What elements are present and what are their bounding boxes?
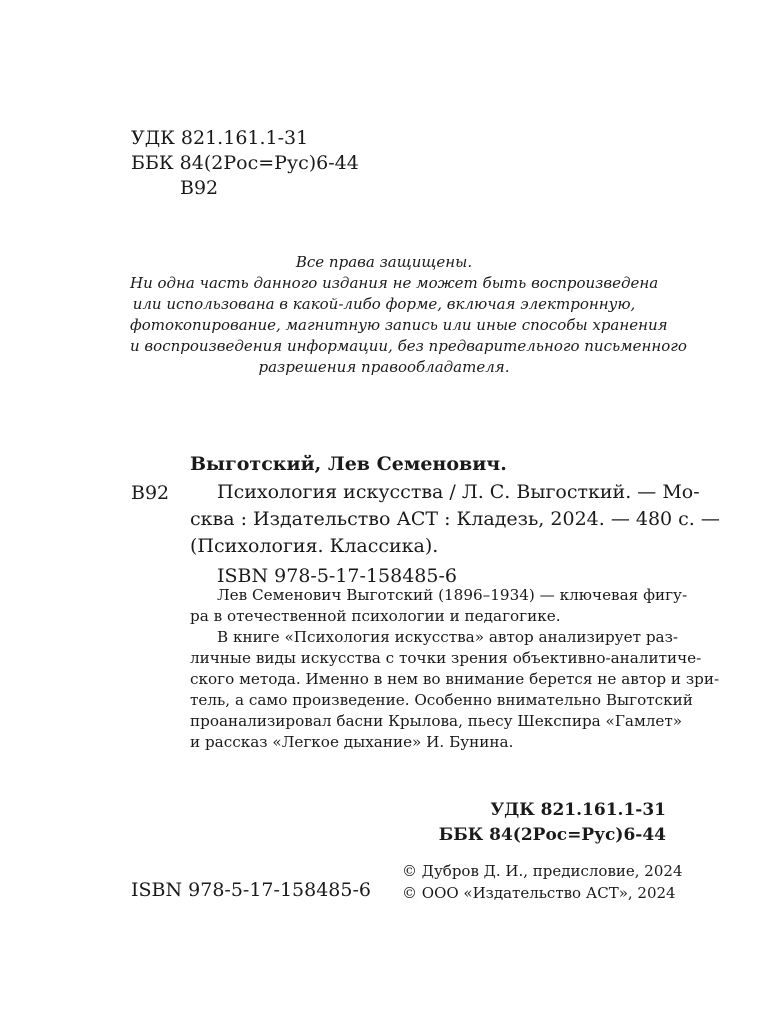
rights-line: или использована в какой-либо форме, включая электронную, [132,295,636,313]
rights-line: Все права защищены. [295,253,473,271]
record-author: Выготский, Лев Семенович. [190,453,507,475]
copyright-line: © Дубров Д. И., предисловие, 2024 [402,862,683,880]
copyright-line: © ООО «Издательство АСТ», 2024 [402,884,676,902]
bbk-code-right: ББК 84(2Рос=Рус)6-44 [438,825,666,845]
record-isbn: ISBN 978-5-17-158485-6 [217,565,457,587]
annotation-line: Лев Семенович Выготский (1896–1934) — ключевая фигу- [217,586,688,604]
bbk-code: ББК 84(2Рос=Рус)6-44 [131,152,359,174]
copyright-block [402,860,682,904]
annotation-line: тель, а само произведение. Особенно внимательно Выготский [190,691,693,709]
footer-isbn: ISBN 978-5-17-158485-6 [131,879,371,901]
classification-codes-right [390,798,666,848]
annotation-line: ра в отечественной психологии и педагогике. [190,607,561,625]
description-line: Психология искусства / Л. С. Выгосткий. — Мо- [217,481,700,503]
record-author-mark: В92 [131,482,170,504]
annotation-line: ского метода. Именно в нем во внимание берется не автор и зри- [190,670,720,688]
annotation-line: личные виды искусства с точки зрения объективно-аналитиче- [190,649,702,667]
bibliographic-description [190,479,720,590]
author-mark: В92 [180,177,219,199]
rights-line: разрешения правообладателя. [258,358,510,376]
rights-line: фотокопирование, магнитную запись или иные способы хранения [130,316,668,334]
udk-code: УДК 821.161.1-31 [131,127,309,149]
description-line: (Психология. Классика). [190,535,439,557]
annotation-line: проанализировал басни Крылова, пьесу Шекспира «Гамлет» [190,712,683,730]
udk-code-right: УДК 821.161.1-31 [490,800,666,820]
annotation-line: и рассказ «Легкое дыхание» И. Бунина. [190,733,514,751]
description-line: сква : Издательство АСТ : Кладезь, 2024. — 480 с. — [190,508,720,530]
rights-line: Ни одна часть данного издания не может быть воспроизведена [130,274,659,292]
annotation-line: В книге «Психология искусства» автор анализирует раз- [217,628,679,646]
rights-line: и воспроизведения информации, без предварительного письменного [130,337,687,355]
classification-block [131,126,359,201]
annotation [190,585,720,753]
rights-notice [130,252,687,378]
